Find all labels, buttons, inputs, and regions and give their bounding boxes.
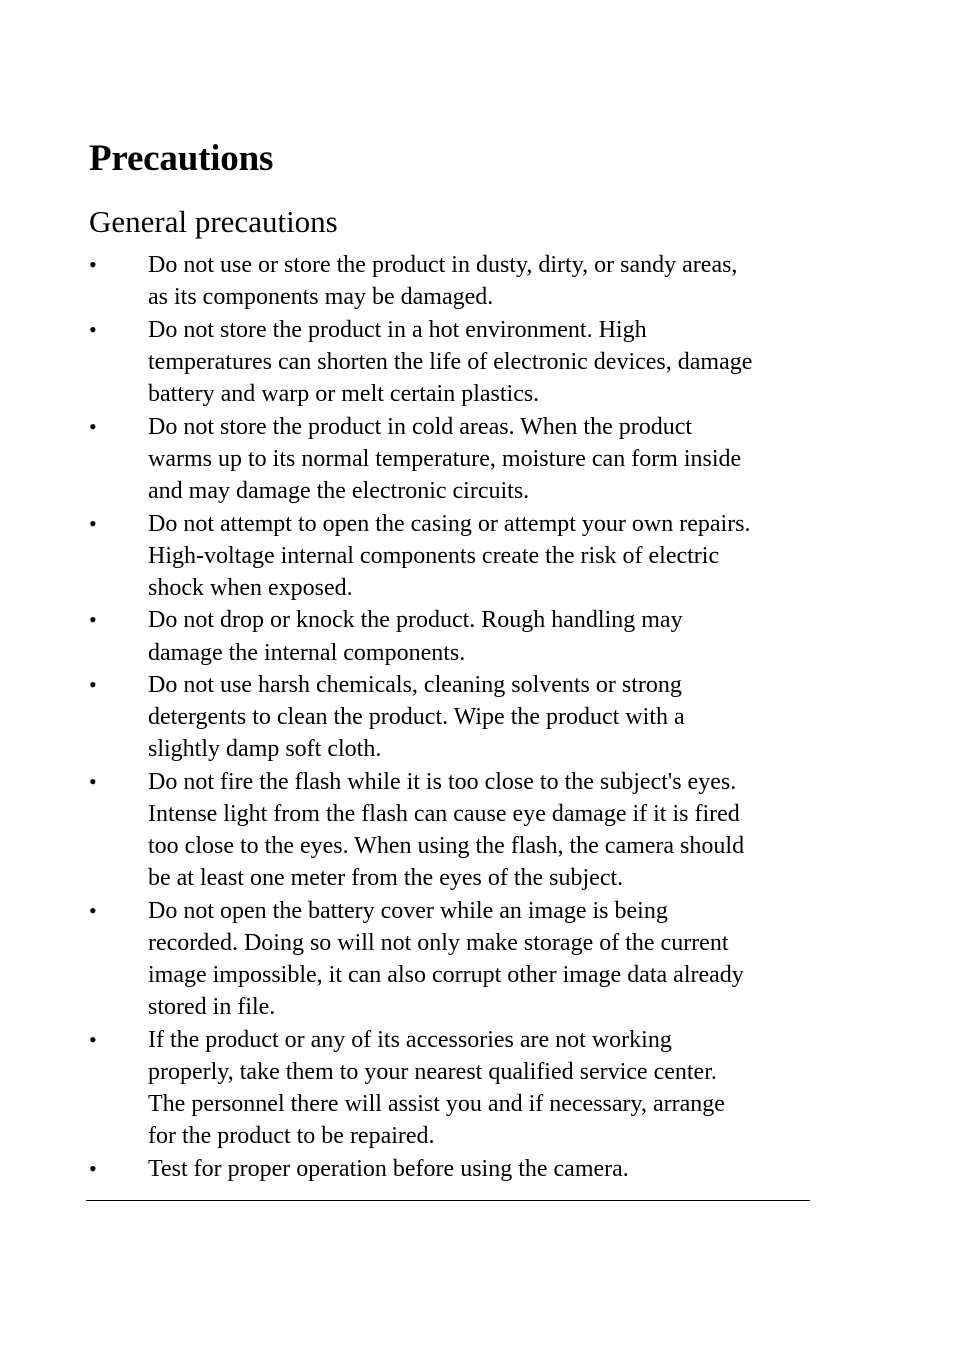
list-item xyxy=(89,249,889,313)
list-item-text: Do not store the product in a hot environment. High temperatures can shorten the life of electronic devices, damage battery and warp or melt certain plastics. xyxy=(148,316,753,407)
list-item xyxy=(89,895,889,1023)
bullet-icon: • xyxy=(89,769,97,795)
list-item-text: Do not drop or knock the product. Rough handling may damage the internal components. xyxy=(148,607,683,666)
bullet-icon: • xyxy=(89,252,97,277)
list-item-text: Do not use harsh chemicals, cleaning solvents or strong detergents to clean the product. Wipe the product with a slightly damp soft cloth. xyxy=(148,672,685,763)
list-item-text: Test for proper operation before using the camera. xyxy=(148,1155,629,1182)
list-item xyxy=(89,766,889,894)
list-item xyxy=(89,508,889,604)
list-item-text: Do not fire the flash while it is too close to the subject's eyes. Intense light from the flash can cause eye damage if it is fired too close to the eyes. When using the flash, the camera should be at least one meter from the eyes of the subject. xyxy=(148,769,745,892)
list-item xyxy=(89,314,889,410)
list-item xyxy=(89,1153,889,1185)
list-item xyxy=(89,1024,889,1152)
bullet-icon: • xyxy=(89,672,97,698)
bullet-icon: • xyxy=(89,1155,97,1181)
list-item-text: If the product or any of its accessories are not working properly, take them to your nearest qualified service center. The personnel there will assist you and if necessary, arrange for the product to be repaired. xyxy=(148,1027,725,1150)
bullet-icon: • xyxy=(89,607,97,633)
bullet-icon: • xyxy=(89,413,97,439)
footer-divider xyxy=(86,1200,810,1201)
section-heading: General precautions xyxy=(89,204,338,239)
list-item-text: Do not open the battery cover while an image is being recorded. Doing so will not only make storage of the current image impossible, it can also corrupt other image data already stored in file. xyxy=(148,898,744,1021)
list-item xyxy=(89,411,889,507)
list-item-text: Do not attempt to open the casing or attempt your own repairs. High-voltage internal components create the risk of electric shock when exposed. xyxy=(148,510,751,601)
list-item xyxy=(89,669,889,765)
bullet-icon: • xyxy=(89,1027,97,1052)
bullet-icon: • xyxy=(89,898,97,924)
precautions-list xyxy=(89,249,889,1186)
list-item xyxy=(89,604,889,668)
bullet-icon: • xyxy=(89,316,97,342)
page-title: Precautions xyxy=(89,138,274,179)
bullet-icon: • xyxy=(89,510,97,536)
list-item-text: Do not use or store the product in dusty, dirty, or sandy areas, as its components may be damaged. xyxy=(148,252,738,311)
list-item-text: Do not store the product in cold areas. When the product warms up to its normal temperature, moisture can form inside and may damage the electronic circuits. xyxy=(148,413,742,504)
